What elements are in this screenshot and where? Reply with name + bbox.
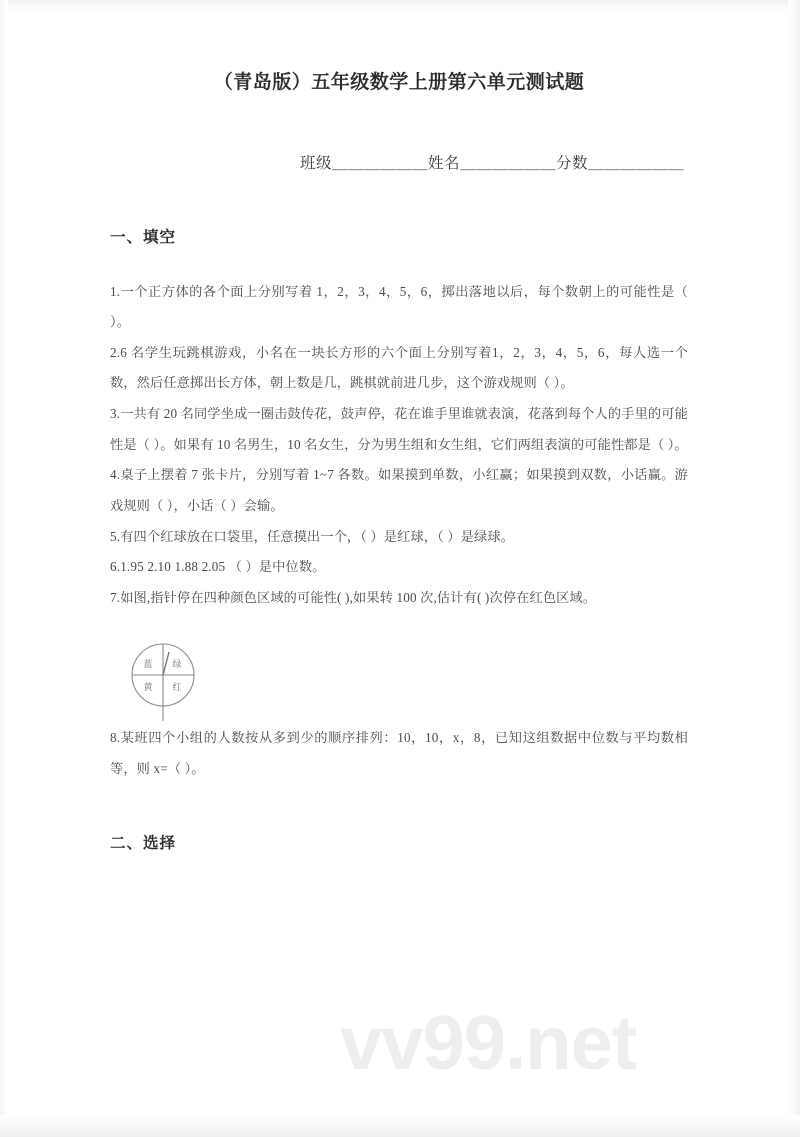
spinner-diagram — [124, 635, 202, 723]
scan-edge-bottom — [0, 1115, 800, 1137]
spinner-needle — [163, 652, 169, 675]
student-info-fields: 班级＿＿＿＿＿＿姓名＿＿＿＿＿＿分数＿＿＿＿＿＿ — [299, 154, 684, 172]
document-content — [110, 0, 688, 853]
question-item: 2.6 名学生玩跳棋游戏，小名在一块长方形的六个面上分别写着1，2，3，4，5，6，每人选一个数，然后任意掷出长方体，朝上数是几，跳棋就前进几步，这个游戏规则（ ）。 — [110, 344, 688, 391]
section-heading-multiple-choice: 二、选择 — [110, 834, 177, 852]
spinner-svg — [124, 635, 202, 723]
page-title: （青岛版）五年级数学上册第六单元测试题 — [213, 72, 585, 93]
question-item: 4.桌子上摆着 7 张卡片，分别写着 1~7 各数。如果摸到单数，小红赢；如果摸到双数，小话赢。游戏规则（ ），小话（ ）会输。 — [110, 467, 688, 513]
site-watermark: vv99.net — [340, 1001, 637, 1086]
section-heading-fill-in-blank: 一、填空 — [110, 228, 177, 246]
spinner-label-bottom-right: 红 — [172, 682, 182, 693]
spinner-label-top-left: 蓝 — [143, 659, 153, 670]
question-item: 1.一个正方体的各个面上分别写着 1，2，3，4，5，6，掷出落地以后，每个数朝上的可能性是（ ）。 — [110, 283, 688, 330]
question-item: 7.如图,指针停在四种颜色区域的可能性( ),如果转 100 次,估计有( )次停在红色区域。 — [110, 589, 597, 605]
question-list-fill-in-blank — [110, 277, 688, 785]
question-item: 3.一共有 20 名同学坐成一圈击鼓传花，鼓声停，花在谁手里谁就表演，花落到每个人的手里的可能性是（ ）。如果有 10 名男生，10 名女生，分为男生组和女生组，它们两组表演的可能性都是（ ）。 — [110, 406, 688, 452]
scan-edge-left — [0, 0, 8, 1137]
question-item: 5.有四个红球放在口袋里，任意摸出一个，（ ）是红球，（ ）是绿球。 — [110, 528, 515, 544]
spinner-label-bottom-left: 黄 — [143, 682, 153, 693]
scan-edge-right — [788, 0, 800, 1137]
question-item: 8.某班四个小组的人数按从多到少的顺序排列：10，10，x，8，已知这组数据中位数与平均数相等，则 x=（ ）。 — [110, 730, 688, 777]
question-item: 6.1.95 2.10 1.88 2.05 （ ）是中位数。 — [110, 559, 326, 575]
spinner-label-top-right: 绿 — [172, 659, 182, 670]
